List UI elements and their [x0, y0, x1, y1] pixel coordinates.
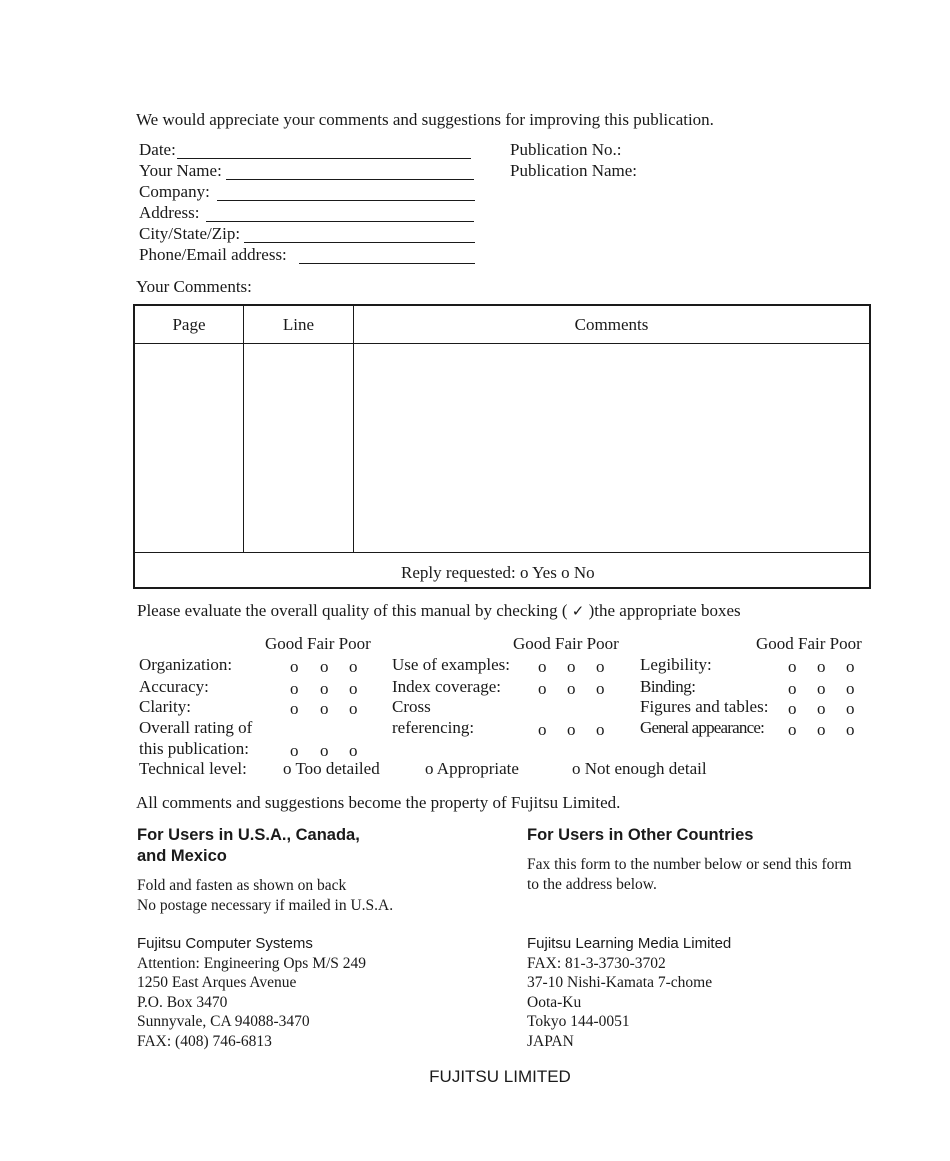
rating-header-col1: Good Fair Poor	[265, 634, 371, 653]
usa-heading-line2: and Mexico	[137, 847, 227, 865]
checkmark-icon: ✓	[571, 603, 585, 620]
organization-fair-radio[interactable]: o	[320, 657, 329, 676]
intro-text: We would appreciate your comments and suggestions for improving this publication.	[136, 110, 714, 129]
binding-poor-radio[interactable]: o	[846, 679, 855, 698]
header-line: Line	[282, 315, 315, 334]
usa-instruction-line1: Fold and fasten as shown on back	[137, 877, 347, 894]
header-comments: Comments	[574, 315, 649, 334]
evaluate-prefix: Please evaluate the overall quality of this manual by checking (	[137, 601, 568, 620]
appropriate-option[interactable]: o Appropriate	[425, 759, 519, 778]
address-label: Address:	[139, 203, 200, 222]
too-detailed-option[interactable]: o Too detailed	[283, 759, 380, 778]
rating-label-cross: Cross	[392, 697, 431, 716]
usa-fax: FAX: (408) 746-6813	[137, 1033, 272, 1050]
company-field[interactable]	[217, 200, 475, 201]
other-company-name: Fujitsu Learning Media Limited	[527, 935, 732, 952]
rating-header-col2: Good Fair Poor	[513, 634, 619, 653]
city-state-zip-label: City/State/Zip:	[139, 224, 241, 243]
overall-good-radio[interactable]: o	[290, 741, 299, 760]
rating-label-legibility: Legibility:	[640, 655, 712, 674]
overall-poor-radio[interactable]: o	[349, 741, 358, 760]
organization-poor-radio[interactable]: o	[349, 657, 358, 676]
rating-label-index-coverage: Index coverage:	[392, 677, 502, 696]
appearance-good-radio[interactable]: o	[788, 720, 797, 739]
rating-label-general-appearance: General appearance:	[640, 718, 765, 737]
city-state-zip-field[interactable]	[244, 242, 475, 243]
rating-label-overall-1: Overall rating of	[139, 718, 253, 737]
publication-name-label: Publication Name:	[510, 161, 638, 180]
page-cell[interactable]	[135, 344, 243, 552]
referencing-good-radio[interactable]: o	[538, 720, 547, 739]
examples-poor-radio[interactable]: o	[596, 657, 605, 676]
phone-email-label: Phone/Email address:	[139, 245, 287, 264]
appearance-fair-radio[interactable]: o	[817, 720, 826, 739]
binding-fair-radio[interactable]: o	[817, 679, 826, 698]
other-address-line: Tokyo 144-0051	[527, 1013, 630, 1030]
rating-label-binding: Binding:	[640, 677, 696, 696]
legibility-fair-radio[interactable]: o	[817, 657, 826, 676]
property-note: All comments and suggestions become the property of Fujitsu Limited.	[136, 793, 621, 812]
accuracy-fair-radio[interactable]: o	[320, 679, 329, 698]
figures-fair-radio[interactable]: o	[817, 699, 826, 718]
reply-requested-label: Reply requested:	[401, 563, 516, 582]
organization-good-radio[interactable]: o	[290, 657, 299, 676]
date-label: Date:	[139, 140, 176, 159]
technical-level-label: Technical level:	[139, 759, 247, 778]
other-fax: FAX: 81-3-3730-3702	[527, 955, 666, 972]
index-good-radio[interactable]: o	[538, 679, 547, 698]
other-address-line: JAPAN	[527, 1033, 574, 1050]
table-footer-divider	[135, 552, 869, 553]
other-instruction-line2: to the address below.	[527, 876, 657, 893]
rating-label-organization: Organization:	[139, 655, 233, 674]
rating-label-overall-2: this publication:	[139, 739, 250, 758]
examples-good-radio[interactable]: o	[538, 657, 547, 676]
rating-label-use-of-examples: Use of examples:	[392, 655, 511, 674]
your-name-label: Your Name:	[139, 161, 222, 180]
figures-good-radio[interactable]: o	[788, 699, 797, 718]
clarity-fair-radio[interactable]: o	[320, 699, 329, 718]
rating-label-referencing: referencing:	[392, 718, 475, 737]
accuracy-good-radio[interactable]: o	[290, 679, 299, 698]
usa-address-line: Sunnyvale, CA 94088-3470	[137, 1013, 310, 1030]
usa-company-name: Fujitsu Computer Systems	[137, 935, 313, 952]
other-address-line: Oota-Ku	[527, 994, 582, 1011]
reply-no-option[interactable]: o No	[561, 563, 595, 582]
your-name-field[interactable]	[226, 179, 474, 180]
rating-header-col3: Good Fair Poor	[756, 634, 862, 653]
reply-requested	[401, 563, 595, 583]
usa-instruction-line2: No postage necessary if mailed in U.S.A.	[137, 897, 394, 914]
address-field[interactable]	[206, 221, 474, 222]
appearance-poor-radio[interactable]: o	[846, 720, 855, 739]
line-cell[interactable]	[244, 344, 353, 552]
footer-brand: FUJITSU LIMITED	[429, 1067, 571, 1086]
usa-address-line: 1250 East Arques Avenue	[137, 974, 297, 991]
clarity-good-radio[interactable]: o	[290, 699, 299, 718]
usa-heading-line1: For Users in U.S.A., Canada,	[137, 826, 360, 844]
legibility-good-radio[interactable]: o	[788, 657, 797, 676]
date-field[interactable]	[177, 158, 471, 159]
accuracy-poor-radio[interactable]: o	[349, 679, 358, 698]
overall-fair-radio[interactable]: o	[320, 741, 329, 760]
other-address-line: 37-10 Nishi-Kamata 7-chome	[527, 974, 713, 991]
comments-cell[interactable]	[354, 344, 869, 552]
company-label: Company:	[139, 182, 210, 201]
header-page: Page	[172, 315, 206, 334]
binding-good-radio[interactable]: o	[788, 679, 797, 698]
comments-table	[133, 304, 871, 589]
usa-address-line: P.O. Box 3470	[137, 994, 228, 1011]
clarity-poor-radio[interactable]: o	[349, 699, 358, 718]
usa-address-line: Attention: Engineering Ops M/S 249	[137, 955, 367, 972]
figures-poor-radio[interactable]: o	[846, 699, 855, 718]
other-instruction-line1: Fax this form to the number below or send this form	[527, 856, 852, 873]
other-heading: For Users in Other Countries	[527, 826, 754, 844]
referencing-poor-radio[interactable]: o	[596, 720, 605, 739]
your-comments-heading: Your Comments:	[136, 277, 252, 296]
index-poor-radio[interactable]: o	[596, 679, 605, 698]
publication-number-label: Publication No.:	[510, 140, 622, 159]
legibility-poor-radio[interactable]: o	[846, 657, 855, 676]
rating-label-clarity: Clarity:	[139, 697, 191, 716]
phone-email-field[interactable]	[299, 263, 475, 264]
evaluate-instruction	[137, 601, 741, 621]
rating-label-accuracy: Accuracy:	[139, 677, 209, 696]
evaluate-suffix: )the appropriate boxes	[588, 601, 741, 620]
reply-yes-option[interactable]: o Yes	[519, 563, 557, 582]
rating-label-figures-tables: Figures and tables:	[640, 697, 769, 716]
index-fair-radio[interactable]: o	[567, 679, 576, 698]
referencing-fair-radio[interactable]: o	[567, 720, 576, 739]
not-enough-detail-option[interactable]: o Not enough detail	[572, 759, 707, 778]
examples-fair-radio[interactable]: o	[567, 657, 576, 676]
